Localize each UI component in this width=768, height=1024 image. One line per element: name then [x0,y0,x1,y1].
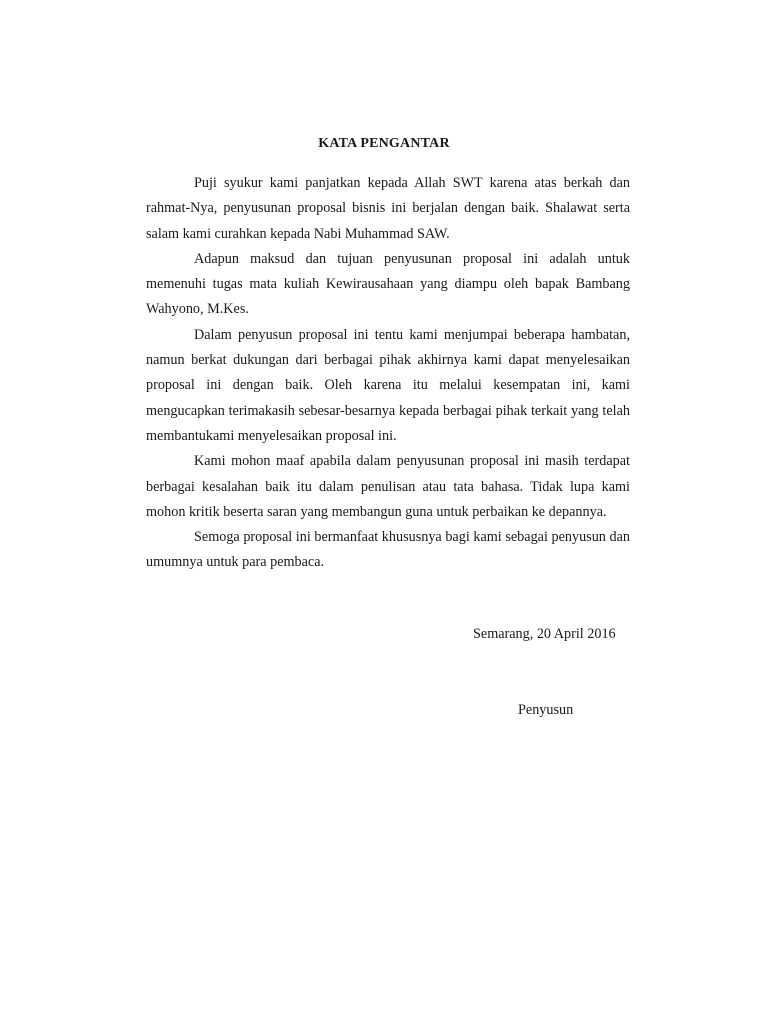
paragraph-4: Kami mohon maaf apabila dalam penyusunan proposal ini masih terdapat berbagai kesalahan baik itu dalam penulisan atau tata bahasa. Tidak lupa kami mohon kritik beserta saran yang membangun guna untuk perbaikan ke depannya. [146,453,630,520]
paragraph-2: Adapun maksud dan tujuan penyusunan proposal ini adalah untuk memenuhi tugas mata kuliah Kewirausahaan yang diampu oleh bapak Bambang Wahyono, M.Kes. [146,250,630,318]
author-signature: Penyusun [518,702,574,718]
place-date: Semarang, 20 April 2016 [473,626,616,642]
paragraph-3: Dalam penyusun proposal ini tentu kami menjumpai beberapa hambatan, namun berkat dukungan dari berbagai pihak akhirnya kami dapat menyelesaikan proposal ini dengan baik. Oleh karena itu melalui kesempatan ini, kami mengucapkan terimakasih sebesar-besarnya kepada berbagai pihak terkait yang telah membantukami menyelesaikan proposal ini. [146,326,630,444]
paragraph-5: Semoga proposal ini bermanfaat khususnya bagi kami sebagai penyusun dan umumnya untuk para pembaca. [146,529,630,571]
page-title: KATA PENGANTAR [318,136,450,151]
document-body [146,171,630,576]
paragraph-1: Puji syukur kami panjatkan kepada Allah SWT karena atas berkah dan rahmat-Nya, penyusunan proposal bisnis ini berjalan dengan baik. Shalawat serta salam kami curahkan kepada Nabi Muhammad SAW. [146,175,630,242]
